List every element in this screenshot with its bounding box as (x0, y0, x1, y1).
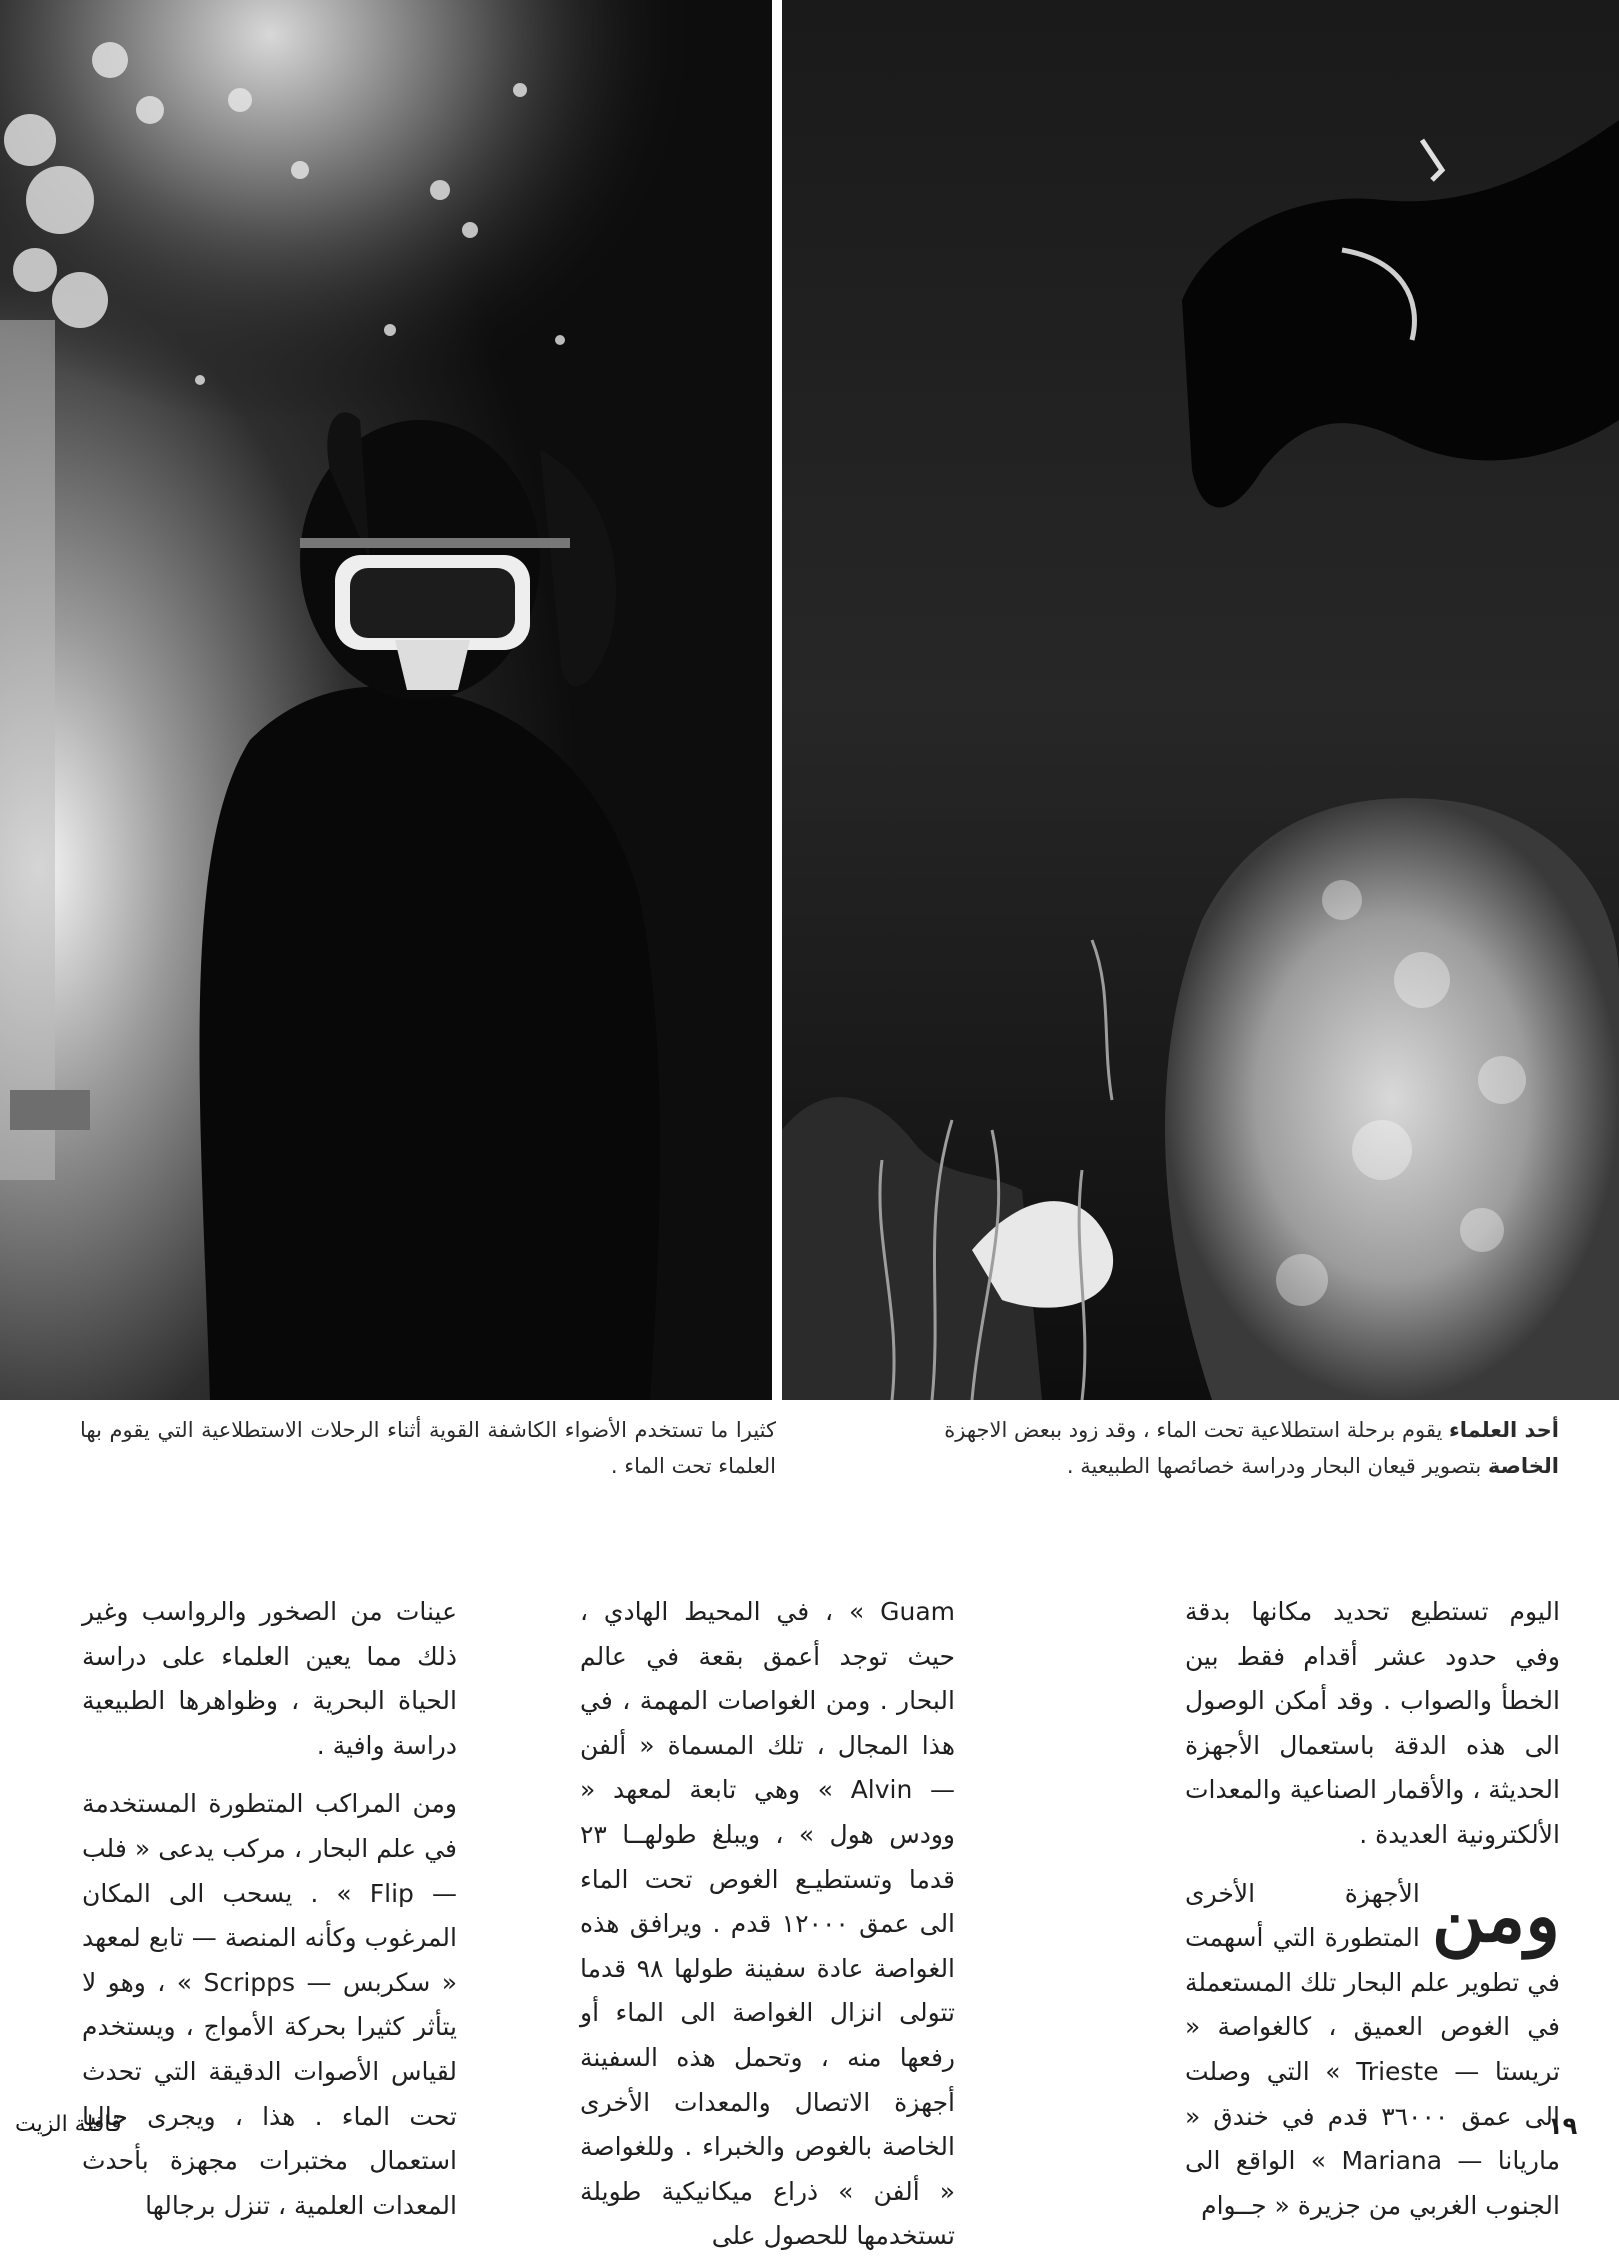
article-column-left (82, 1590, 457, 2228)
paragraph-with-dropcap (1185, 1872, 1560, 2229)
caption-right (846, 1412, 1559, 1484)
caption-right-bold-line2: الخاصة (1487, 1454, 1559, 1478)
paragraph: ومن المراكب المتطورة المستخدمة في علم البحار ، مركب يدعى « فلب — Flip » . يسحب الى المكان المرغوب وكأنه المنصة — تابع لمعهد « سكربس — Scripps » ، وهو لا يتأثر كثيرا بحركة الأمواج ، ويستخدم لقياس الأصوات الدقيقة التي تحدث تحت الماء . هذا ، ويجرى حاليا استعمال مختبرات مجهزة بأحدث المعدات العلمية ، تنزل برجالها (82, 1789, 457, 2220)
caption-right-text: يقوم برحلة استطلاعية تحت الماء ، وقد زود ببعض الاجهزة (944, 1418, 1450, 1442)
article-column-middle (580, 1590, 955, 2259)
dropcap: ومن (1431, 1872, 1560, 1958)
paragraph: Guam » ، في المحيط الهادي ، حيث توجد أعمق بقعة في عالم البحار . ومن الغواصات المهمة ، في هذا المجال ، تلك المسماة « ألفن — Alvin » وهي تابعة لمعهد « وودس هول » ، ويبلغ طولهــا ٢٣ قدما وتستطيـع الغوص تحت الماء الى عمق ١٢٠٠٠ قدم . ويرافق هذه الغواصة عادة سفينة طولها ٩٨ قدما تتولى انزال الغواصة الى الماء أو رفعها منه ، وتحمل هذه السفينة أجهزة الاتصال والمعدات الأخرى الخاصة بالغوص والخبراء . وللغواصة « ألفن » ذراع ميكانيكية طويلة تستخدمها للحصول على (580, 1597, 956, 2251)
paragraph: عينات من الصخور والرواسب وغير ذلك مما يعين العلماء على دراسة الحياة البحرية ، وظواهرها الطبيعية دراسة وافية . (82, 1597, 457, 1760)
photo-diver-with-lights (0, 0, 772, 1400)
photo-scientist-coral (782, 0, 1619, 1400)
caption-right-text2: بتصوير قيعان البحار ودراسة خصائصها الطبيعية . (1066, 1454, 1488, 1478)
page-number: ١٩ (1548, 2112, 1578, 2140)
caption-right-bold-start: أحد العلماء (1449, 1418, 1559, 1442)
caption-left: كثيرا ما تستخدم الأضواء الكاشفة القوية أثناء الرحلات الاستطلاعية التي يقوم بها العلماء تحت الماء . (80, 1418, 776, 1478)
paragraph: اليوم تستطيع تحديد مكانها بدقة وفي حدود عشر أقدام فقط بين الخطأ والصواب . وقد أمكن الوصول الى هذه الدقة باستعمال الأجهزة الحديثة ، والأقمار الصناعية والمعدات الألكترونية العديدة . (1185, 1597, 1560, 1849)
magazine-name: قافلة الزيت (15, 2112, 122, 2137)
paragraph-text: الأجهزة الأخرى المتطورة التي أسهمت في تطوير علم البحار تلك المستعملة في الغوص العميق ، كالغواصة « تريستا — Trieste » التي وصلت الى عمق ٣٦٠٠٠ قدم في خندق « ماريانا — Mariana » الواقع الى الجنوب الغربي من جزيرة « جــوام (1185, 1878, 1561, 2220)
article-column-right (1185, 1590, 1560, 2228)
